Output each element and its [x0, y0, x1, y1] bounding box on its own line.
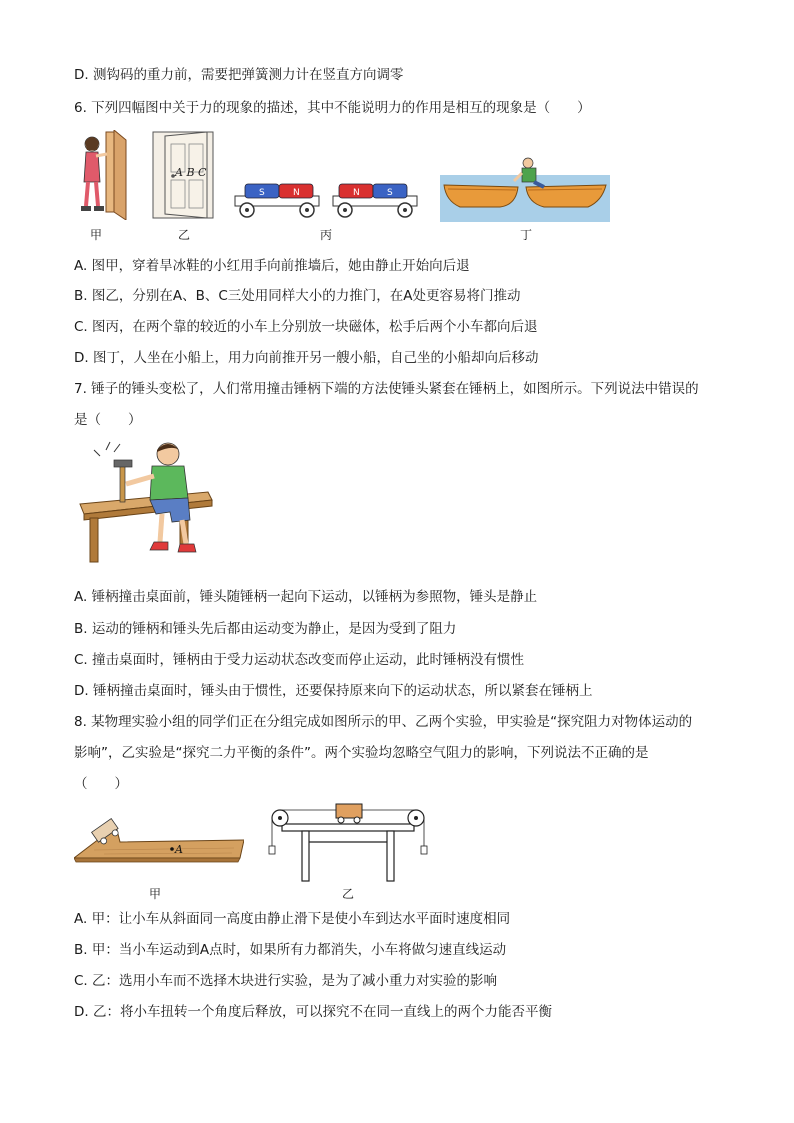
q5-option-d: D. 测钩码的重力前，需要把弹簧测力计在竖直方向调零 [74, 67, 404, 83]
q7-option-d: D. 锤柄撞击桌面时，锤头由于惯性，还要保持原来向下的运动状态，所以紧套在锤柄上 [74, 683, 593, 699]
point-a-label: A [175, 843, 183, 856]
q8-option-c: C. 乙：选用小车而不选择木块进行实验，是为了减小重力对实验的影响 [74, 973, 498, 989]
q8-caption-yi: 乙 [341, 887, 354, 901]
q6-stem: 6. 下列四幅图中关于力的现象的描述，其中不能说明力的作用是相互的现象是（ ） [74, 100, 591, 116]
q8-option-b: B. 甲：当小车运动到A点时，如果所有力都消失，小车将做匀速直线运动 [74, 942, 507, 958]
q6-caption-bing: 丙 [319, 228, 332, 242]
q6-figure-bing [231, 180, 421, 220]
q7-option-c: C. 撞击桌面时，锤柄由于受力运动状态改变而停止运动，此时锤柄没有惯性 [74, 652, 525, 668]
q8-stem-line1: 8. 某物理实验小组的同学们正在分组完成如图所示的甲、乙两个实验，甲实验是“探究阻力对物体运动的 [74, 714, 693, 730]
q6-option-d: D. 图丁，人坐在小船上，用力向前推开另一艘小船，自己坐的小船却向后移动 [74, 350, 539, 366]
q6-caption-yi: 乙 [177, 228, 190, 242]
q6-option-b: B. 图乙，分别在A、B、C三处用同样大小的力推门，在A处更容易将门推动 [74, 288, 521, 304]
magnet-label-3: N [353, 188, 360, 198]
q8-figure-yi [266, 798, 430, 884]
q8-option-a: A. 甲：让小车从斜面同一高度由静止滑下是使小车到达水平面时速度相同 [74, 911, 511, 927]
q6-option-a: A. 图甲，穿着旱冰鞋的小红用手向前推墙后，她由静止开始向后退 [74, 258, 470, 274]
q6-caption-ding: 丁 [519, 228, 532, 242]
magnet-label-4: S [387, 188, 393, 198]
q8-option-d: D. 乙：将小车扭转一个角度后释放，可以探究不在同一直线上的两个力能否平衡 [74, 1004, 552, 1020]
q8-stem-line3: （ ） [74, 776, 128, 792]
q7-figure-hammer [76, 440, 216, 566]
q7-option-a: A. 锤柄撞击桌面前，锤头随锤柄一起向下运动，以锤柄为参照物，锤头是静止 [74, 589, 538, 605]
magnet-label-2: N [293, 188, 300, 198]
q7-stem-line1: 7. 锤子的锤头变松了，人们常用撞击锤柄下端的方法使锤头紧套在锤柄上，如图所示。下列说法中错误的 [74, 381, 699, 397]
q6-caption-jia: 甲 [89, 228, 102, 242]
q8-stem-line2: 影响”，乙实验是“探究二力平衡的条件”。两个实验均忽略空气阻力的影响，下列说法不正确的是 [74, 745, 649, 761]
q6-figure-ding [440, 155, 610, 222]
q7-stem-line2: 是（ ） [74, 412, 142, 428]
q6-figure-yi [151, 130, 217, 220]
q7-option-b: B. 运动的锤柄和锤头先后都由运动变为静止，是因为受到了阻力 [74, 621, 457, 637]
q8-figure-jia [74, 818, 244, 864]
q6-figure-jia [76, 130, 132, 220]
q6-option-c: C. 图丙，在两个靠的较近的小车上分别放一块磁体，松手后两个小车都向后退 [74, 319, 538, 335]
q8-caption-jia: 甲 [148, 887, 161, 901]
door-letters: A B C [175, 166, 207, 179]
magnet-label-1: S [259, 188, 265, 198]
